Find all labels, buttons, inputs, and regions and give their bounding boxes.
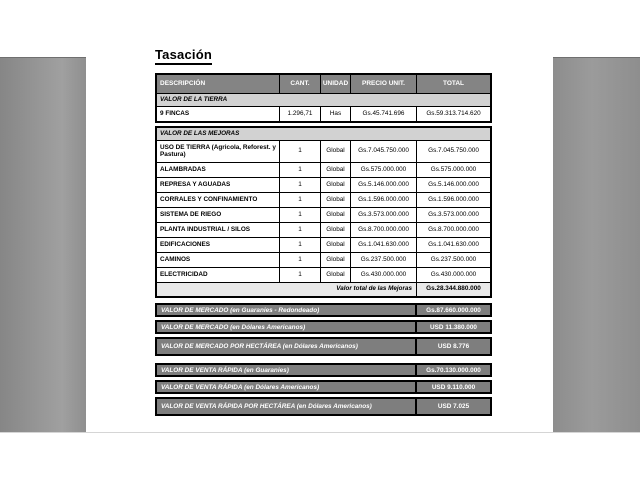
summary-value: USD 11.380.000 [430, 323, 477, 331]
cell-desc: USO DE TIERRA (Agricola, Reforest. y Pastura) [157, 141, 280, 162]
cell-unidad: Global [321, 268, 351, 282]
table-row-represa [157, 178, 490, 193]
summary-value: Gs.87.660.000.000 [426, 306, 481, 314]
cell-total: Gs.7.045.750.000 [428, 147, 479, 155]
cell-precio: Gs.45.741.696 [351, 107, 417, 121]
cell-unidad: Global [321, 208, 351, 222]
cell-precio: Gs.5.146.000.000 [351, 178, 417, 192]
cell-desc: EDIFICACIONES [157, 238, 280, 252]
cell-precio: Gs.237.500.000 [351, 253, 417, 267]
cell-total: Gs.1.596.000.000 [428, 195, 479, 203]
summary-label: VALOR DE VENTA RÁPIDA POR HECTÁREA (en Dólares Americanos) [157, 399, 417, 414]
cell-desc: ALAMBRADAS [157, 163, 280, 177]
summary-label: VALOR DE MERCADO (en Dólares Americanos) [157, 322, 417, 332]
summary-row-mercado-guaranies [155, 303, 492, 317]
column-header-cant: CANT. [280, 75, 321, 93]
cell-desc: ELECTRICIDAD [157, 268, 280, 282]
column-header-unidad: UNIDAD [321, 75, 351, 93]
cell-cant: 1 [280, 193, 321, 207]
section-label: VALOR DE LA TIERRA [160, 95, 228, 103]
cell-desc: SISTEMA DE RIEGO [157, 208, 280, 222]
table-row-corrales [157, 193, 490, 208]
cell-cant: 1 [280, 178, 321, 192]
appraisal-table-header-and-land [155, 73, 492, 123]
document-page-content [155, 46, 492, 416]
summary-row-venta-hectarea [155, 397, 492, 416]
cell-cant: 1 [280, 268, 321, 282]
cell-desc: 9 FINCAS [157, 107, 280, 121]
cell-precio: Gs.1.596.000.000 [351, 193, 417, 207]
cell-precio: Gs.430.000.000 [351, 268, 417, 282]
cell-unidad: Global [321, 141, 351, 162]
cell-total: Gs.575.000.000 [430, 165, 477, 173]
right-gray-panel [553, 57, 640, 432]
table-row-sistema-riego [157, 208, 490, 223]
cell-total: Gs.59.313.714.620 [426, 109, 481, 117]
table-row-edificaciones [157, 238, 490, 253]
table-header-row [157, 75, 490, 94]
summary-row-venta-guaranies [155, 363, 492, 377]
table-row-fincas [157, 107, 490, 121]
cell-precio: Gs.7.045.750.000 [351, 141, 417, 162]
table-row-total-mejoras [157, 283, 490, 296]
cell-precio: Gs.575.000.000 [351, 163, 417, 177]
cell-cant: 1 [280, 163, 321, 177]
page-title: Tasación [155, 47, 212, 65]
table-row-electricidad [157, 268, 490, 283]
cell-total: Gs.8.700.000.000 [428, 225, 479, 233]
summary-row-mercado-dolares [155, 320, 492, 334]
cell-cant: 1 [280, 223, 321, 237]
summary-value: USD 7.025 [437, 403, 470, 410]
cell-cant: 1 [280, 141, 321, 162]
cell-cant: 1 [280, 208, 321, 222]
cell-precio: Gs.8.700.000.000 [351, 223, 417, 237]
appraisal-table-improvements [155, 126, 492, 298]
table-row-caminos [157, 253, 490, 268]
quick-sale-value-section [155, 363, 492, 416]
section-header-valor-mejoras [157, 128, 490, 141]
summary-value: Gs.70.130.000.000 [426, 366, 481, 374]
table-row-alambradas [157, 163, 490, 178]
cell-unidad: Global [321, 223, 351, 237]
cell-precio: Gs.3.573.000.000 [351, 208, 417, 222]
cell-precio: Gs.1.041.630.000 [351, 238, 417, 252]
cell-total: Gs.430.000.000 [430, 270, 477, 278]
cell-total: Gs.5.146.000.000 [428, 180, 479, 188]
summary-label: VALOR DE MERCADO (en Guaranies - Redondeado) [157, 305, 417, 315]
summary-label: VALOR DE VENTA RÁPIDA (en Dólares Americanos) [157, 382, 417, 392]
cell-total: Gs.3.573.000.000 [428, 210, 479, 218]
total-mejoras-label: Valor total de las Mejoras [157, 283, 417, 296]
market-value-section [155, 303, 492, 356]
column-header-descripcion: DESCRIPCIÓN [157, 75, 280, 93]
cell-total: Gs.1.041.630.000 [428, 240, 479, 248]
cell-cant: 1.296,71 [280, 107, 321, 121]
cell-unidad: Global [321, 178, 351, 192]
summary-label: VALOR DE VENTA RÁPIDA (en Guaranies) [157, 365, 417, 375]
summary-label: VALOR DE MERCADO POR HECTÁREA (en Dólares Americanos) [157, 339, 417, 354]
cell-cant: 1 [280, 253, 321, 267]
cell-unidad: Global [321, 193, 351, 207]
cell-cant: 1 [280, 238, 321, 252]
cell-unidad: Global [321, 238, 351, 252]
cell-unidad: Global [321, 163, 351, 177]
table-row-planta-industrial [157, 223, 490, 238]
cell-desc: REPRESA Y AGUADAS [157, 178, 280, 192]
summary-row-venta-dolares [155, 380, 492, 394]
cell-unidad: Global [321, 253, 351, 267]
summary-value: USD 8.776 [437, 343, 470, 350]
cell-desc: PLANTA INDUSTRIAL / SILOS [157, 223, 280, 237]
summary-row-mercado-hectarea [155, 337, 492, 356]
section-label: VALOR DE LAS MEJORAS [160, 129, 240, 137]
left-gray-panel [0, 57, 86, 432]
section-header-valor-tierra [157, 94, 490, 107]
total-mejoras-value: Gs.28.344.880.000 [426, 285, 481, 293]
table-row-uso-de-tierra [157, 141, 490, 163]
cell-desc: CORRALES Y CONFINAMIENTO [157, 193, 280, 207]
viewport-bottom-edge [0, 432, 640, 433]
column-header-total: TOTAL [442, 80, 465, 88]
cell-total: Gs.237.500.000 [430, 255, 477, 263]
cell-unidad: Has [321, 107, 351, 121]
column-header-precio-unit: PRECIO UNIT. [351, 75, 417, 93]
summary-value: USD 9.110.000 [431, 383, 476, 391]
cell-desc: CAMINOS [157, 253, 280, 267]
